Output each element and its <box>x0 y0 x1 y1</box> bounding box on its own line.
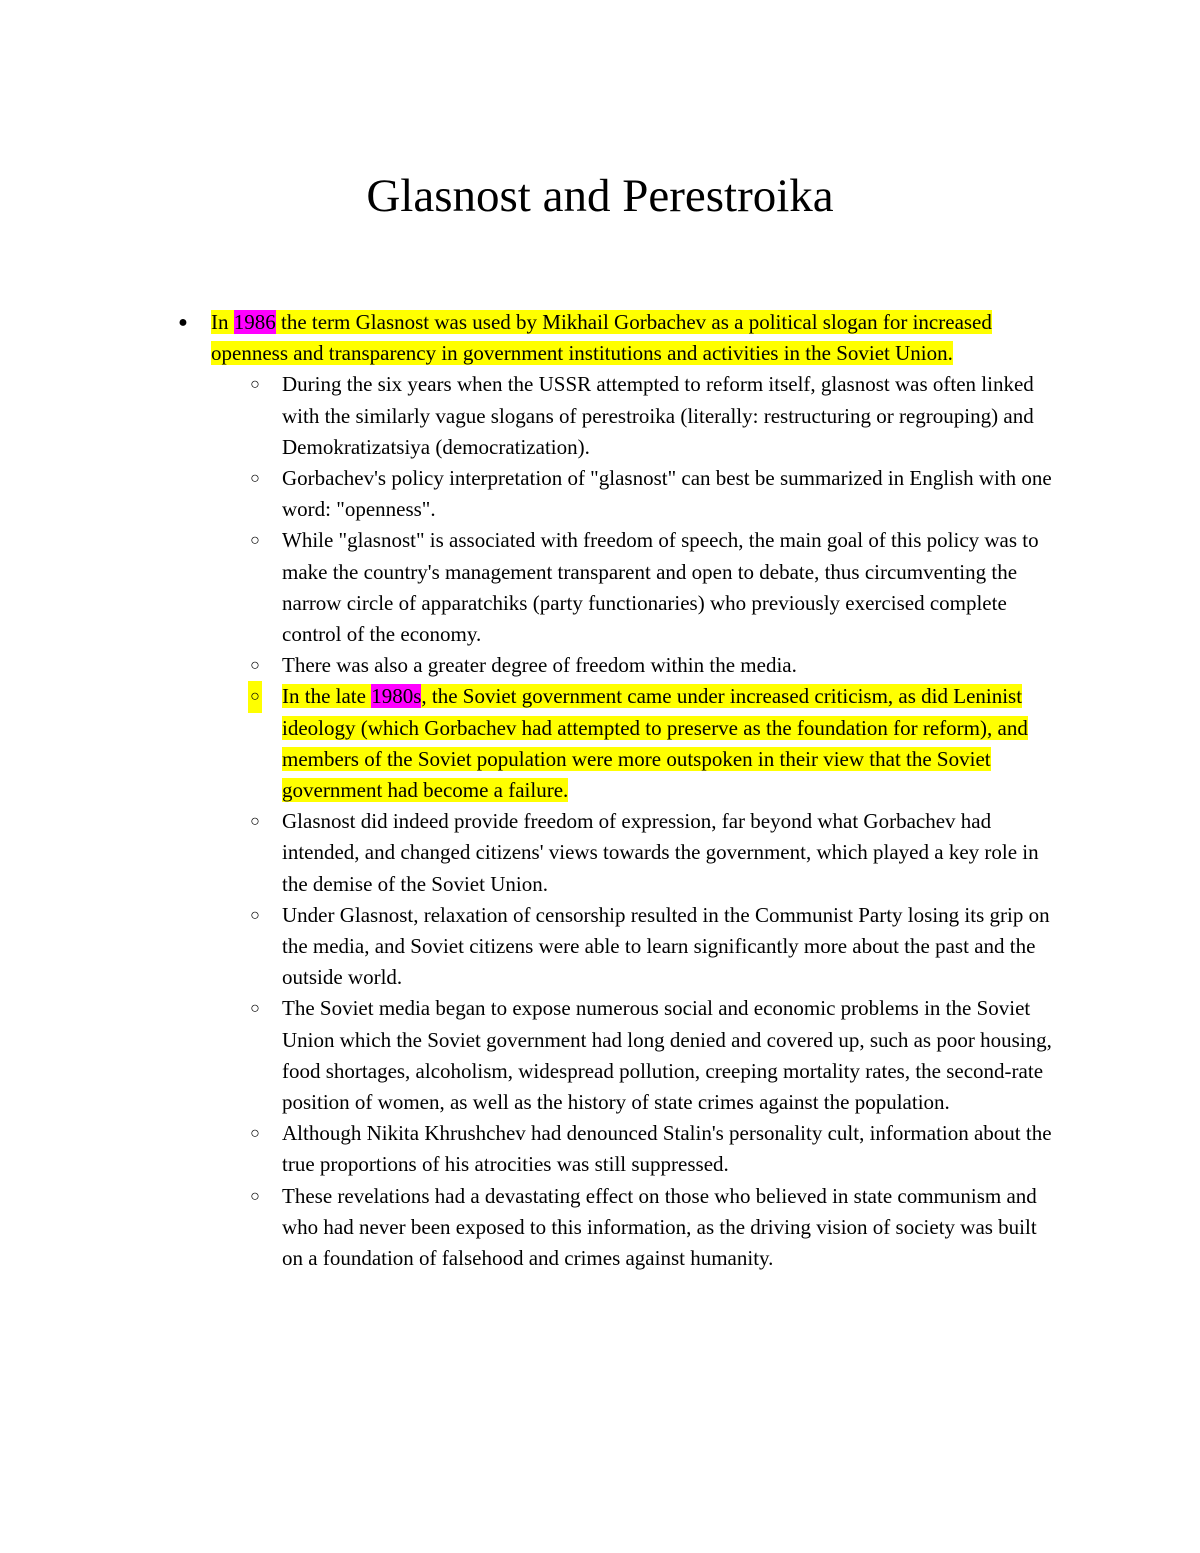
sub-bullet-text: There was also a greater degree of freedom within the media. <box>282 653 797 678</box>
sub-bullet-item <box>0 369 1062 463</box>
sub-bullet-item <box>0 993 1062 1118</box>
sub-bullet-text <box>282 684 1028 802</box>
sub-bullet-text: Glasnost did indeed provide freedom of expression, far beyond what Gorbachev had intended, and changed citizens' views towards the government, which played a key role in the demise of the Soviet Union. <box>282 809 1039 896</box>
sub-bullet-item-highlighted <box>0 681 1062 806</box>
highlight-yellow: the term Glasnost was used by Mikhail Gorbachev as a political slogan for increased openness and transparency in government institutions and activities in the Soviet Union. <box>211 310 992 366</box>
hollow-bullet-icon: ○ <box>250 906 260 924</box>
sub-bullet-item <box>0 650 1062 681</box>
highlight-magenta-year: 1986 <box>233 310 276 334</box>
sub-bullet-text: Although Nikita Khrushchev had denounced Stalin's personality cult, information about the true proportions of his atrocities was still suppressed. <box>282 1121 1052 1177</box>
bullet-list <box>0 307 1200 1274</box>
hollow-bullet-icon: ○ <box>250 470 260 488</box>
page-title: Glasnost and Perestroika <box>366 170 834 222</box>
sub-bullet-item <box>0 900 1062 994</box>
hollow-bullet-icon: ○ <box>250 1000 260 1018</box>
main-bullet-text <box>211 310 992 365</box>
sub-bullet-item <box>0 1181 1062 1275</box>
hollow-bullet-icon: ○ <box>250 1125 260 1143</box>
sub-bullet-item <box>0 1118 1062 1180</box>
sub-bullet-list <box>0 369 1052 1274</box>
sub-bullet-item <box>0 463 1062 525</box>
sub-bullet-text: During the six years when the USSR attempted to reform itself, glasnost was often linked with the similarly vague slogans of perestroika (literally: restructuring or regrouping) and Demokratizatsiya (democratization). <box>282 372 1034 459</box>
hollow-bullet-icon: ○ <box>250 1187 260 1205</box>
sub-bullet-text: The Soviet media began to expose numerous social and economic problems in the Soviet Union which the Soviet government had long denied and covered up, such as poor housing, food shortages, alcoholism, widespread pollution, creeping mortality rates, the second-rate position of women, as well as the history of state crimes against the population. <box>282 996 1052 1115</box>
sub-bullet-text: Gorbachev's policy interpretation of "glasnost" can best be summarized in English with one word: "openness". <box>282 466 1052 522</box>
filled-bullet-icon: ● <box>178 314 188 331</box>
sub-bullet-item <box>0 806 1062 900</box>
highlight-yellow: In <box>211 310 234 334</box>
highlight-yellow: In the late <box>282 684 372 709</box>
hollow-bullet-icon: ○ <box>250 657 260 675</box>
hollow-bullet-icon: ○ <box>248 681 262 712</box>
sub-bullet-text: These revelations had a devastating effect on those who believed in state communism and who had never been exposed to this information, as the driving vision of society was built on a foundation of falsehood and crimes against humanity. <box>282 1183 1037 1271</box>
sub-bullet-item <box>0 525 1062 650</box>
highlight-yellow: , the Soviet government came under increased criticism, as did Leninist ideology (which Gorbachev had attempted to preserve as the foundation for reform), and members of the Soviet population were more outspoken in their view that the Soviet government had become a failure. <box>282 684 1028 803</box>
hollow-bullet-icon: ○ <box>250 813 260 831</box>
main-bullet-item <box>0 307 1052 1274</box>
sub-bullet-text: While "glasnost" is associated with freedom of speech, the main goal of this policy was to make the country's management transparent and open to debate, thus circumventing the narrow circle of apparatchiks (party functionaries) who previously exercised complete control of the economy. <box>282 528 1039 647</box>
hollow-bullet-icon: ○ <box>250 532 260 550</box>
sub-bullet-text: Under Glasnost, relaxation of censorship resulted in the Communist Party losing its grip on the media, and Soviet citizens were able to learn significantly more about the past and the outside world. <box>282 902 1050 990</box>
highlight-magenta-year: 1980s <box>371 684 422 709</box>
hollow-bullet-icon: ○ <box>250 376 260 394</box>
